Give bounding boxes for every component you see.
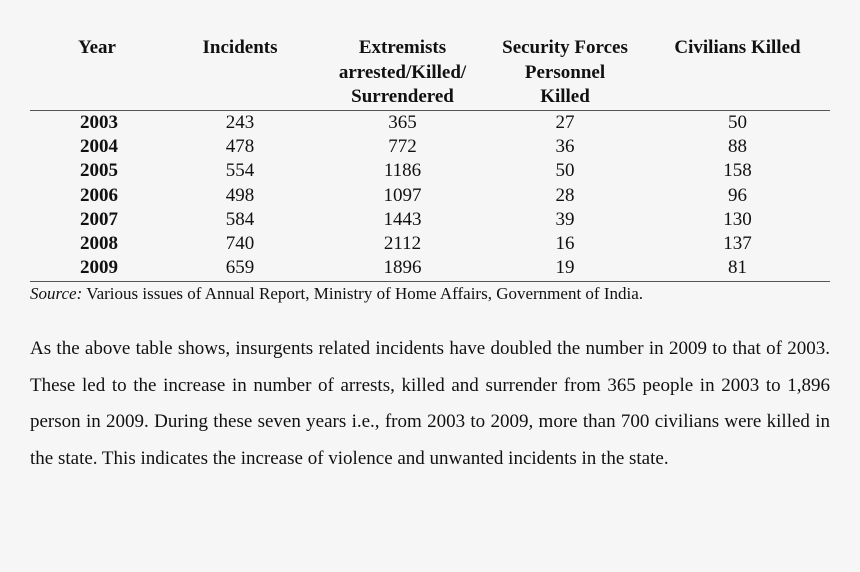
cell-incidents: 554 [225,160,255,182]
source-text: Various issues of Annual Report, Ministry of Home Affairs, Government of India. [82,284,644,303]
cell-year: 2003 [80,111,118,133]
header-security-line-3: Killed [540,86,590,107]
table-header [30,36,830,110]
cell-year: 2008 [80,233,118,255]
cell-civilians: 130 [723,208,752,230]
header-security-forces [485,36,645,110]
cell-extremists: 1186 [383,160,422,182]
cell-security: 39 [555,208,575,230]
cell-civilians: 50 [728,111,747,133]
cell-civilians: 96 [728,184,747,206]
cell-incidents: 243 [225,111,255,133]
header-incidents: Incidents [202,37,278,58]
cell-incidents: 659 [225,257,255,279]
table-header-row [30,36,830,110]
cell-extremists: 365 [388,111,417,133]
cell-security: 27 [555,111,575,133]
header-civilians: Civilians Killed [674,37,801,58]
header-extremists [320,36,485,110]
table-row [30,256,830,281]
cell-civilians: 88 [728,135,747,157]
source-label: Source: [30,284,83,303]
cell-year: 2007 [80,208,118,230]
header-extremists-line-2: arrested/Killed/ [338,61,467,83]
header-year: Year [78,37,116,58]
cell-extremists: 2112 [383,233,422,255]
cell-security: 50 [555,160,575,182]
table-body [30,110,830,281]
cell-security: 19 [555,257,575,279]
cell-year: 2004 [80,135,118,157]
cell-incidents: 478 [225,135,255,157]
table-row [30,159,830,183]
cell-extremists: 1443 [383,208,422,230]
cell-civilians: 158 [723,160,752,182]
table-row [30,232,830,256]
cell-year: 2009 [80,257,118,279]
cell-security: 28 [555,184,575,206]
cell-incidents: 740 [225,233,255,255]
cell-incidents: 584 [225,208,255,230]
header-extremists-line-1: Extremists [358,37,447,58]
insurgency-statistics-table [30,36,830,282]
header-security-line-1: Security Forces [502,37,628,58]
statistics-table-container [30,36,830,282]
table-row [30,208,830,232]
cell-extremists: 772 [388,135,417,157]
body-paragraph: As the above table shows, insurgents related incidents have doubled the number in 2009 to that of 2003. These led to the increase in number of arrests, killed and surrender from 365 people in 2003 to 1,896 person in 2009. During these seven years i.e., from 2003 to 2009, more than 700 civilians were killed in the state. This indicates the increase of violence and unwanted incidents in the state. [30,338,830,469]
cell-incidents: 498 [225,184,255,206]
table-source-note [30,283,643,305]
header-extremists-line-3: Surrendered [351,86,454,107]
cell-year: 2006 [80,184,118,206]
header-security-line-2: Personnel [524,61,606,83]
table-row [30,135,830,159]
table-row [30,110,830,135]
cell-year: 2005 [80,160,118,182]
cell-extremists: 1896 [383,257,422,279]
cell-security: 36 [555,135,575,157]
cell-extremists: 1097 [383,184,422,206]
cell-civilians: 137 [723,233,752,255]
table-row [30,183,830,207]
cell-civilians: 81 [728,257,747,279]
cell-security: 16 [555,233,575,255]
